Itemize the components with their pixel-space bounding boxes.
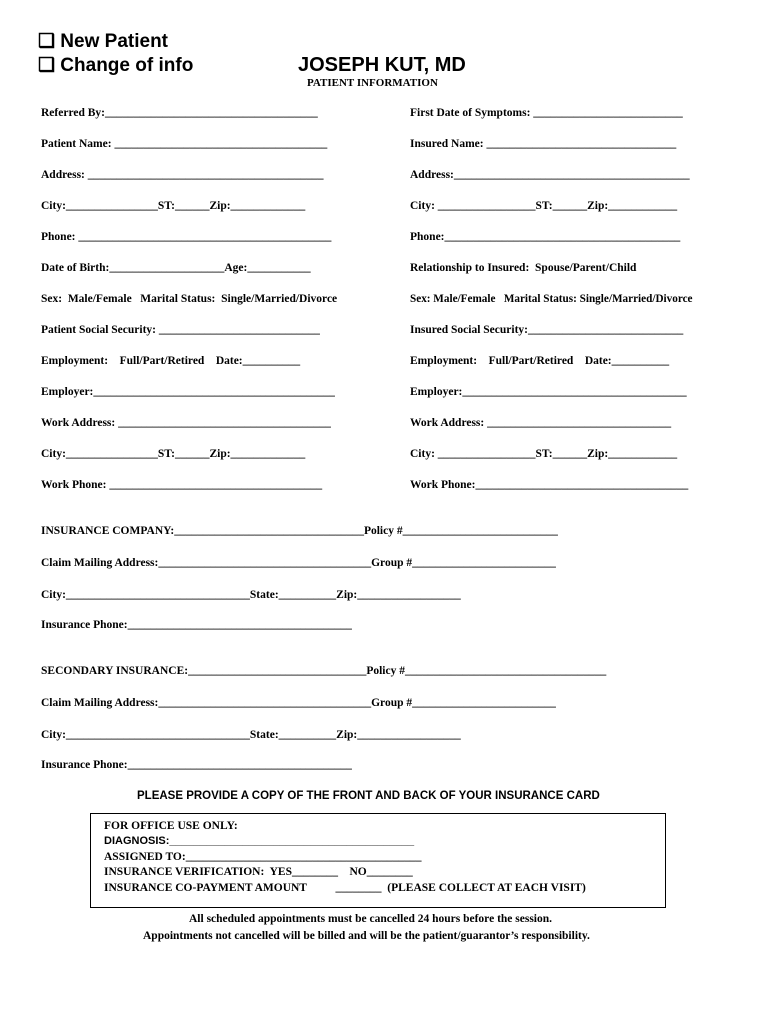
insurance-claim-address-field[interactable]: Claim Mailing Address:_____________________________________Group #_________________________	[41, 557, 556, 569]
relationship-field[interactable]: Relationship to Insured: Spouse/Parent/Child	[410, 262, 637, 274]
patient-work-phone-field[interactable]: Work Phone: _____________________________________	[41, 479, 323, 491]
new-patient-checkbox[interactable]: ❑ New Patient	[38, 31, 169, 52]
patient-address-field[interactable]: Address: _________________________________________	[41, 169, 324, 181]
insured-ssn-field[interactable]: Insured Social Security:___________________________	[410, 324, 684, 336]
cancellation-notice: All scheduled appointments must be cancelled 24 hours before the session.	[189, 913, 553, 925]
insured-city-field[interactable]: City: _________________ST:______Zip:____________	[410, 200, 678, 212]
insured-employer-field[interactable]: Employer:_______________________________________	[410, 386, 687, 398]
copayment-field[interactable]: INSURANCE CO-PAYMENT AMOUNT ________ (PLEASE COLLECT AT EACH VISIT)	[104, 882, 586, 894]
patient-phone-field[interactable]: Phone: ____________________________________________	[41, 231, 332, 243]
billing-notice: Appointments not cancelled will be billed and will be the patient/guarantor’s responsibility.	[143, 930, 590, 942]
insurance-phone-field[interactable]: Insurance Phone:_______________________________________	[41, 619, 352, 631]
insurance-verification-field[interactable]: INSURANCE VERIFICATION: YES________ NO________	[104, 866, 413, 878]
secondary-insurance-field[interactable]: SECONDARY INSURANCE:_______________________________Policy #___________________________________	[41, 665, 607, 677]
secondary-claim-address-field[interactable]: Claim Mailing Address:_____________________________________Group #_________________________	[41, 697, 556, 709]
patient-city-field[interactable]: City:________________ST:______Zip:_____________	[41, 200, 306, 212]
insured-phone-field[interactable]: Phone:_________________________________________	[410, 231, 681, 243]
insured-employment-field[interactable]: Employment: Full/Part/Retired Date:__________	[410, 355, 670, 367]
insured-sex-marital[interactable]: Sex: Male/Female Marital Status: Single/Married/Divorce	[410, 293, 693, 305]
page-subtitle: PATIENT INFORMATION	[307, 77, 438, 89]
insured-work-address-field[interactable]: Work Address: ________________________________	[410, 417, 672, 429]
patient-work-address-field[interactable]: Work Address: _____________________________________	[41, 417, 331, 429]
insured-work-city-field[interactable]: City: _________________ST:______Zip:____________	[410, 448, 678, 460]
first-date-symptoms-field[interactable]: First Date of Symptoms: __________________________	[410, 107, 683, 119]
secondary-phone-field[interactable]: Insurance Phone:_______________________________________	[41, 759, 352, 771]
referred-by-field[interactable]: Referred By:_____________________________________	[41, 107, 318, 119]
insurance-card-notice: PLEASE PROVIDE A COPY OF THE FRONT AND BACK OF YOUR INSURANCE CARD	[137, 790, 600, 802]
assigned-to-field[interactable]: ASSIGNED TO:_________________________________________	[104, 851, 422, 863]
patient-employer-field[interactable]: Employer:__________________________________________	[41, 386, 335, 398]
insured-work-phone-field[interactable]: Work Phone:_____________________________________	[410, 479, 689, 491]
patient-sex-marital[interactable]: Sex: Male/Female Marital Status: Single/Married/Divorce	[41, 293, 338, 305]
diagnosis-field[interactable]: DIAGNOSIS:________________________________________	[104, 835, 415, 847]
office-use-box	[90, 813, 666, 908]
insured-address-field[interactable]: Address:_________________________________________	[410, 169, 690, 181]
change-of-info-checkbox[interactable]: ❑ Change of info	[38, 55, 194, 76]
insurance-city-field[interactable]: City:________________________________State:__________Zip:__________________	[41, 589, 461, 601]
patient-name-field[interactable]: Patient Name: _____________________________________	[41, 138, 328, 150]
insured-name-field[interactable]: Insured Name: _________________________________	[410, 138, 677, 150]
date-of-birth-field[interactable]: Date of Birth:____________________Age:___________	[41, 262, 311, 274]
patient-employment-field[interactable]: Employment: Full/Part/Retired Date:__________	[41, 355, 301, 367]
secondary-city-field[interactable]: City:________________________________State:__________Zip:__________________	[41, 729, 461, 741]
patient-ssn-field[interactable]: Patient Social Security: ____________________________	[41, 324, 320, 336]
doctor-name: JOSEPH KUT, MD	[298, 54, 466, 76]
office-use-title: FOR OFFICE USE ONLY:	[104, 820, 238, 832]
patient-work-city-field[interactable]: City:________________ST:______Zip:_____________	[41, 448, 306, 460]
insurance-company-field[interactable]: INSURANCE COMPANY:_________________________________Policy #___________________________	[41, 525, 558, 537]
